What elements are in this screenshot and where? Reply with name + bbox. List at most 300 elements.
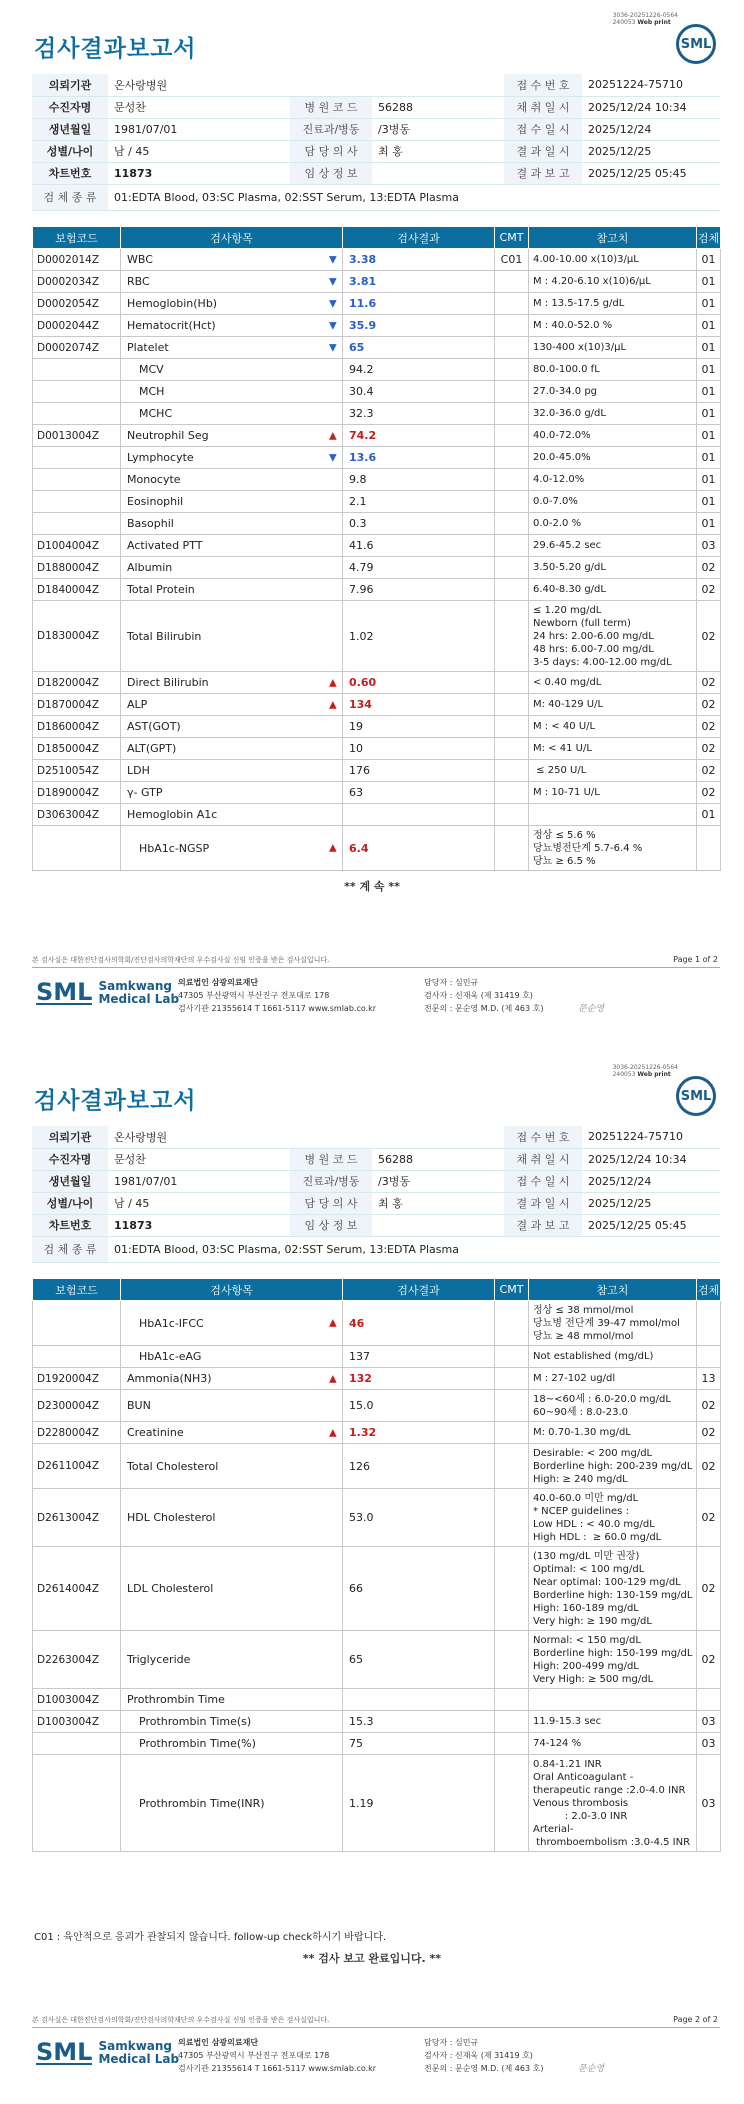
- insurance-code-cell: D2300004Z: [33, 1390, 121, 1422]
- collect-value: 2025/12/24 10:34: [582, 1148, 720, 1170]
- specimen-cell: 01: [697, 271, 721, 293]
- insurance-code-cell: D2614004Z: [33, 1547, 121, 1631]
- reference-line: 24 hrs: 2.00-6.00 mg/dL: [533, 630, 654, 642]
- dob-label: 생년월일: [32, 1170, 108, 1192]
- test-item-cell: Monocyte: [121, 469, 343, 491]
- specimen-cell: [697, 1301, 721, 1346]
- reference-line: 11.9-15.3 sec: [533, 1716, 602, 1727]
- result-cell: [343, 513, 495, 535]
- test-item-cell: Hemoglobin(Hb): [121, 293, 343, 315]
- test-item-cell: ALT(GPT): [121, 738, 343, 760]
- specimen-cell: 02: [697, 760, 721, 782]
- specimen-cell: 13: [697, 1368, 721, 1390]
- reference-line: Newborn (full term): [533, 617, 631, 629]
- result-value: 30.4: [349, 385, 374, 398]
- reference-line: (130 mg/dL 미만 권장): [533, 1550, 640, 1562]
- collect-label: 채 취 일 시: [504, 96, 582, 118]
- result-row: [33, 1733, 721, 1755]
- result-cell: [343, 1755, 495, 1852]
- cmt-cell: [495, 1346, 529, 1368]
- result-row: [33, 1422, 721, 1444]
- reference-range-cell: [529, 403, 697, 425]
- recv-no-value: 20251224-75710: [582, 1126, 720, 1148]
- result-row: [33, 1689, 721, 1711]
- test-item-cell: Basophil: [121, 513, 343, 535]
- reference-range-cell: [529, 1631, 697, 1689]
- result-row: [33, 1368, 721, 1390]
- test-item-cell: Eosinophil: [121, 491, 343, 513]
- result-cell: [343, 491, 495, 513]
- specimen-cell: 02: [697, 782, 721, 804]
- sml-mark-icon: SML: [36, 2038, 93, 2066]
- cmt-cell: [495, 447, 529, 469]
- result-row: [33, 359, 721, 381]
- test-item-cell: HbA1c-IFCC: [121, 1301, 343, 1346]
- result-value: 0.3: [349, 517, 367, 530]
- cmt-cell: [495, 672, 529, 694]
- specimen-cell: 01: [697, 425, 721, 447]
- cmt-cell: [495, 1489, 529, 1547]
- dept-value: /3병동: [372, 118, 504, 140]
- result-row: [33, 557, 721, 579]
- hosp-code-label: 병 원 코 드: [290, 96, 372, 118]
- result-value: 63: [349, 786, 363, 799]
- insurance-code-cell: D2613004Z: [33, 1489, 121, 1547]
- clinical-value: [372, 1214, 504, 1236]
- org-address: 47305 부산광역시 부산진구 전포대로 178: [178, 2051, 330, 2060]
- reference-range-cell: [529, 293, 697, 315]
- hospital-value: 온사랑병원: [108, 74, 290, 96]
- reference-line: High: ≥ 240 mg/dL: [533, 1473, 628, 1485]
- col-header-ref: 참고치: [529, 1279, 697, 1301]
- result-cell: [343, 1631, 495, 1689]
- result-value: 1.02: [349, 629, 374, 643]
- report-title: 검사결과보고서: [34, 36, 197, 62]
- report-title: 검사결과보고서: [34, 1088, 197, 1114]
- cmt-cell: [495, 337, 529, 359]
- insurance-code-cell: [33, 447, 121, 469]
- col-header-code: 보험코드: [33, 227, 121, 249]
- specimen-cell: 02: [697, 557, 721, 579]
- test-item-cell: MCH: [121, 381, 343, 403]
- result-cell: [343, 557, 495, 579]
- reference-line: 0.0-2.0 %: [533, 518, 582, 529]
- reference-line: < 0.40 mg/dL: [533, 677, 602, 688]
- test-item-cell: Hemoglobin A1c: [121, 804, 343, 826]
- reference-line: 3.50-5.20 g/dL: [533, 562, 606, 573]
- result-row: [33, 1346, 721, 1368]
- cmt-cell: [495, 1390, 529, 1422]
- reference-line: Desirable: < 200 mg/dL: [533, 1447, 653, 1459]
- result-cell: [329, 1422, 495, 1444]
- reference-line: 48 hrs: 6.00-7.00 mg/dL: [533, 643, 654, 655]
- staff-manager: 담당자 : 심민규: [424, 2038, 479, 2047]
- col-header-spec: 검체: [697, 1279, 721, 1301]
- recv-date-value: 2025/12/24: [582, 118, 720, 140]
- insurance-code-cell: D1860004Z: [33, 716, 121, 738]
- test-item-cell: Triglyceride: [121, 1631, 343, 1689]
- test-item-cell: BUN: [121, 1390, 343, 1422]
- col-header-result: 검사결과: [343, 1279, 495, 1301]
- result-value: 1.32: [349, 1426, 377, 1439]
- reference-line: 74-124 %: [533, 1738, 582, 1749]
- reference-line: Borderline high: 130-159 mg/dL: [533, 1589, 693, 1601]
- col-header-spec: 검체: [697, 227, 721, 249]
- reference-range-cell: [529, 716, 697, 738]
- cmt-cell: [495, 469, 529, 491]
- cmt-cell: [495, 535, 529, 557]
- test-item-cell: Prothrombin Time(%): [121, 1733, 343, 1755]
- result-row: [33, 425, 721, 447]
- reference-line: Oral Anticoagulant -: [533, 1771, 634, 1783]
- specimen-cell: 01: [697, 403, 721, 425]
- reference-range-cell: [529, 760, 697, 782]
- reference-range-cell: [529, 1711, 697, 1733]
- col-header-item: 검사항목: [121, 1279, 343, 1301]
- reference-range-cell: [529, 447, 697, 469]
- result-cell: [343, 1489, 495, 1547]
- doctor-label: 담 당 의 사: [290, 1192, 372, 1214]
- result-row: [33, 1755, 721, 1852]
- reference-line: M : 13.5-17.5 g/dL: [533, 298, 625, 309]
- insurance-code-cell: D0002044Z: [33, 315, 121, 337]
- logo-name-line1: Samkwang: [98, 2039, 173, 2053]
- staff-tester: 검사자 : 신재욱 (제 31419 호): [424, 991, 533, 1000]
- specimen-value: 01:EDTA Blood, 03:SC Plasma, 02:SST Serum, 13:EDTA Plasma: [108, 1236, 720, 1262]
- test-item-cell: Total Protein: [121, 579, 343, 601]
- reference-line: 당뇨병 전단계 39-47 mmol/mol: [533, 1317, 680, 1329]
- specimen-cell: 01: [697, 337, 721, 359]
- test-item-cell: Prothrombin Time: [121, 1689, 343, 1711]
- reference-line: M : 4.20-6.10 x(10)6/μL: [533, 276, 651, 287]
- insurance-code-cell: D1890004Z: [33, 782, 121, 804]
- print-stamp: 3036-20251226-0564 240053 Web print: [612, 12, 678, 26]
- reference-line: : 2.0-3.0 INR: [533, 1810, 628, 1822]
- col-header-ref: 참고치: [529, 227, 697, 249]
- specimen-cell: [697, 826, 721, 871]
- footer-address: [178, 2036, 376, 2075]
- insurance-code-cell: [33, 359, 121, 381]
- reference-line: High: 160-189 mg/dL: [533, 1602, 639, 1614]
- reference-line: High HDL : ≥ 60.0 mg/dL: [533, 1531, 662, 1543]
- insurance-code-cell: D1920004Z: [33, 1368, 121, 1390]
- footer-staff: [424, 976, 543, 1015]
- cmt-cell: [495, 381, 529, 403]
- result-value: 19: [349, 720, 363, 733]
- result-row: [33, 469, 721, 491]
- reference-line: 40.0-60.0 미만 mg/dL: [533, 1492, 639, 1504]
- reference-line: Borderline high: 150-199 mg/dL: [533, 1647, 693, 1659]
- low-flag-arrow-down-icon: ▼: [329, 298, 337, 309]
- cmt-cell: [495, 359, 529, 381]
- result-cell: [343, 403, 495, 425]
- result-value: 13.6: [349, 451, 377, 464]
- cmt-cell: C01: [495, 249, 529, 271]
- insurance-code-cell: D2280004Z: [33, 1422, 121, 1444]
- low-flag-arrow-down-icon: ▼: [329, 276, 337, 287]
- reference-range-cell: [529, 271, 697, 293]
- specimen-cell: 01: [697, 513, 721, 535]
- high-flag-arrow-up-icon: ▲: [329, 1373, 337, 1384]
- high-flag-arrow-up-icon: ▲: [329, 1317, 337, 1329]
- reference-line: 4.00-10.00 x(10)3/μL: [533, 254, 639, 265]
- footer-address: [178, 976, 376, 1015]
- hosp-code-value: 56288: [372, 1148, 504, 1170]
- high-flag-arrow-up-icon: ▲: [329, 842, 337, 854]
- test-item-cell: HDL Cholesterol: [121, 1489, 343, 1547]
- reference-range-cell: [529, 513, 697, 535]
- insurance-code-cell: D2611004Z: [33, 1444, 121, 1489]
- result-row: [33, 1547, 721, 1631]
- result-value: 3.38: [349, 253, 377, 266]
- specimen-cell: 01: [697, 381, 721, 403]
- result-row: [33, 447, 721, 469]
- low-flag-arrow-down-icon: ▼: [329, 342, 337, 353]
- result-row: [33, 403, 721, 425]
- reference-range-cell: [529, 782, 697, 804]
- col-header-code: 보험코드: [33, 1279, 121, 1301]
- samkwang-logo: [36, 980, 179, 1006]
- result-cell: [329, 447, 495, 469]
- reference-line: ≤ 1.20 mg/dL: [533, 604, 602, 616]
- result-row: [33, 579, 721, 601]
- hospital-label: 의뢰기관: [32, 1126, 108, 1148]
- cmt-cell: [495, 1689, 529, 1711]
- patient-value: 문성찬: [108, 1148, 290, 1170]
- insurance-code-cell: D1870004Z: [33, 694, 121, 716]
- reference-range-cell: [529, 1390, 697, 1422]
- col-header-result: 검사결과: [343, 227, 495, 249]
- result-value: 65: [349, 1653, 363, 1666]
- result-cell: [343, 601, 495, 672]
- result-cell: [343, 579, 495, 601]
- reference-line: Optimal: < 100 mg/dL: [533, 1563, 645, 1575]
- recv-date-label: 접 수 일 시: [504, 1170, 582, 1192]
- hosp-code-value: 56288: [372, 96, 504, 118]
- collect-value: 2025/12/24 10:34: [582, 96, 720, 118]
- reference-range-cell: [529, 1301, 697, 1346]
- result-row: [33, 672, 721, 694]
- test-item-cell: Activated PTT: [121, 535, 343, 557]
- report-date-label: 결 과 보 고: [504, 162, 582, 184]
- result-row: [33, 1631, 721, 1689]
- recv-no-label: 접 수 번 호: [504, 74, 582, 96]
- reference-range-cell: [529, 738, 697, 760]
- reference-line: 4.0-12.0%: [533, 474, 585, 485]
- logo-name-line1: Samkwang: [98, 979, 173, 993]
- result-cell: [343, 359, 495, 381]
- footer-staff: [424, 2036, 543, 2075]
- specimen-cell: 03: [697, 1733, 721, 1755]
- chart-value: 11873: [108, 162, 290, 184]
- patient-value: 문성찬: [108, 96, 290, 118]
- insurance-code-cell: D1820004Z: [33, 672, 121, 694]
- specimen-cell: 02: [697, 716, 721, 738]
- specialist-signature: 문순영: [578, 1004, 605, 1014]
- result-value: 132: [349, 1372, 372, 1385]
- result-value: 0.60: [349, 676, 377, 689]
- reference-line: Not established (mg/dL): [533, 1351, 654, 1362]
- result-row: [33, 1711, 721, 1733]
- test-item-cell: LDL Cholesterol: [121, 1547, 343, 1631]
- dept-label: 진료과/병동: [290, 1170, 372, 1192]
- reference-line: Low HDL : < 40.0 mg/dL: [533, 1518, 655, 1530]
- staff-tester: 검사자 : 신재욱 (제 31419 호): [424, 2051, 533, 2060]
- specimen-cell: 01: [697, 249, 721, 271]
- result-row: [33, 249, 721, 271]
- reference-range-cell: [529, 1689, 697, 1711]
- reference-line: 당뇨 ≥ 6.5 %: [533, 855, 596, 867]
- result-value: 11.6: [349, 297, 377, 310]
- specimen-cell: [697, 1689, 721, 1711]
- high-flag-arrow-up-icon: ▲: [329, 1427, 337, 1438]
- reference-line: ≤ 250 U/L: [533, 765, 587, 776]
- insurance-code-cell: [33, 381, 121, 403]
- cmt-cell: [495, 716, 529, 738]
- reference-line: 정상 ≤ 5.6 %: [533, 829, 596, 841]
- reference-range-cell: [529, 381, 697, 403]
- cmt-cell: [495, 315, 529, 337]
- result-value: 137: [349, 1350, 370, 1363]
- doctor-value: 최 홍: [372, 1192, 504, 1214]
- test-item-cell: HbA1c-eAG: [121, 1346, 343, 1368]
- reference-range-cell: [529, 469, 697, 491]
- report-date-label: 결 과 보 고: [504, 1214, 582, 1236]
- reference-line: 당뇨병전단계 5.7-6.4 %: [533, 842, 643, 854]
- reference-line: M : < 40 U/L: [533, 721, 596, 732]
- test-item-cell: Albumin: [121, 557, 343, 579]
- insurance-code-cell: D0002074Z: [33, 337, 121, 359]
- hospital-label: 의뢰기관: [32, 74, 108, 96]
- insurance-code-cell: [33, 1301, 121, 1346]
- result-cell: [343, 381, 495, 403]
- org-name: 의료법인 삼광의료재단: [178, 2038, 259, 2047]
- insurance-code-cell: D0002034Z: [33, 271, 121, 293]
- reference-range-cell: [529, 694, 697, 716]
- result-value: 46: [349, 1316, 365, 1330]
- reference-line: M : 27-102 ug/dl: [533, 1373, 616, 1384]
- cmt-cell: [495, 1755, 529, 1852]
- result-value: 94.2: [349, 363, 374, 376]
- specimen-cell: 01: [697, 315, 721, 337]
- result-value: 134: [349, 698, 372, 711]
- insurance-code-cell: D0002054Z: [33, 293, 121, 315]
- low-flag-arrow-down-icon: ▼: [329, 320, 337, 331]
- staff-manager: 담당자 : 심민규: [424, 978, 479, 987]
- col-header-item: 검사항목: [121, 227, 343, 249]
- result-cell: [343, 760, 495, 782]
- specimen-cell: 02: [697, 672, 721, 694]
- reference-line: Venous thrombosis: [533, 1797, 629, 1809]
- reference-line: 32.0-36.0 g/dL: [533, 408, 606, 419]
- patient-label: 수진자명: [32, 1148, 108, 1170]
- reference-line: M : 40.0-52.0 %: [533, 320, 613, 331]
- cmt-cell: [495, 694, 529, 716]
- reference-line: Very High: ≥ 500 mg/dL: [533, 1673, 654, 1685]
- insurance-code-cell: D1850004Z: [33, 738, 121, 760]
- result-cell: [329, 425, 495, 447]
- cmt-cell: [495, 1631, 529, 1689]
- reference-range-cell: [529, 315, 697, 337]
- test-item-cell: AST(GOT): [121, 716, 343, 738]
- insurance-code-cell: [33, 1755, 121, 1852]
- sex-value: 남 / 45: [108, 140, 290, 162]
- low-flag-arrow-down-icon: ▼: [329, 452, 337, 463]
- reference-range-cell: [529, 1422, 697, 1444]
- reference-line: 0.0-7.0%: [533, 496, 578, 507]
- cmt-cell: [495, 491, 529, 513]
- reference-range-cell: [529, 337, 697, 359]
- page-number: Page 1 of 2: [673, 955, 718, 964]
- dept-label: 진료과/병동: [290, 118, 372, 140]
- hosp-code-label: 병 원 코 드: [290, 1148, 372, 1170]
- reference-range-cell: [529, 359, 697, 381]
- result-row: [33, 535, 721, 557]
- result-value: 126: [349, 1459, 370, 1473]
- logo-name-line2: Medical Lab: [98, 2052, 180, 2066]
- reference-line: thromboembolism :3.0-4.5 INR: [533, 1836, 691, 1848]
- reference-line: High: 200-499 mg/dL: [533, 1660, 639, 1672]
- result-cell: [329, 672, 495, 694]
- specimen-cell: 03: [697, 535, 721, 557]
- cmt-cell: [495, 579, 529, 601]
- results-table-page-1: [32, 226, 721, 871]
- cmt-cell: [495, 1368, 529, 1390]
- result-row: [33, 601, 721, 672]
- footer-divider: [32, 2027, 720, 2028]
- org-address: 47305 부산광역시 부산진구 전포대로 178: [178, 991, 330, 1000]
- result-value: 9.8: [349, 473, 367, 486]
- insurance-code-cell: D1830004Z: [33, 601, 121, 672]
- dob-label: 생년월일: [32, 118, 108, 140]
- result-cell: [329, 315, 495, 337]
- result-cell: [329, 1368, 495, 1390]
- org-name: 의료법인 삼광의료재단: [178, 978, 259, 987]
- test-item-cell: Direct Bilirubin: [121, 672, 343, 694]
- results-table-page-2: [32, 1278, 721, 1852]
- result-value: 75: [349, 1737, 363, 1750]
- high-flag-arrow-up-icon: ▲: [329, 430, 337, 441]
- reference-range-cell: [529, 557, 697, 579]
- reference-line: 0.84-1.21 INR: [533, 1758, 602, 1770]
- reference-line: 40.0-72.0%: [533, 430, 591, 441]
- specimen-cell: 02: [697, 579, 721, 601]
- insurance-code-cell: D1004004Z: [33, 535, 121, 557]
- insurance-code-cell: [33, 1733, 121, 1755]
- result-date-label: 결 과 일 시: [504, 140, 582, 162]
- test-item-cell: Neutrophil Seg: [121, 425, 343, 447]
- result-cell: [329, 694, 495, 716]
- result-value: 176: [349, 764, 370, 777]
- result-value: 53.0: [349, 1511, 374, 1524]
- hospital-value: 온사랑병원: [108, 1126, 290, 1148]
- specimen-cell: 01: [697, 804, 721, 826]
- cmt-cell: [495, 804, 529, 826]
- footer-divider: [32, 967, 720, 968]
- specimen-cell: 02: [697, 738, 721, 760]
- cmt-cell: [495, 738, 529, 760]
- result-cell: [343, 1689, 495, 1711]
- reference-line: 27.0-34.0 pg: [533, 386, 598, 397]
- result-cell: [343, 469, 495, 491]
- result-cell: [343, 535, 495, 557]
- result-row: [33, 738, 721, 760]
- test-item-cell: Lymphocyte: [121, 447, 343, 469]
- specimen-cell: 03: [697, 1755, 721, 1852]
- result-cell: [343, 782, 495, 804]
- reference-line: M: 0.70-1.30 mg/dL: [533, 1427, 631, 1438]
- reference-range-cell: [529, 1755, 697, 1852]
